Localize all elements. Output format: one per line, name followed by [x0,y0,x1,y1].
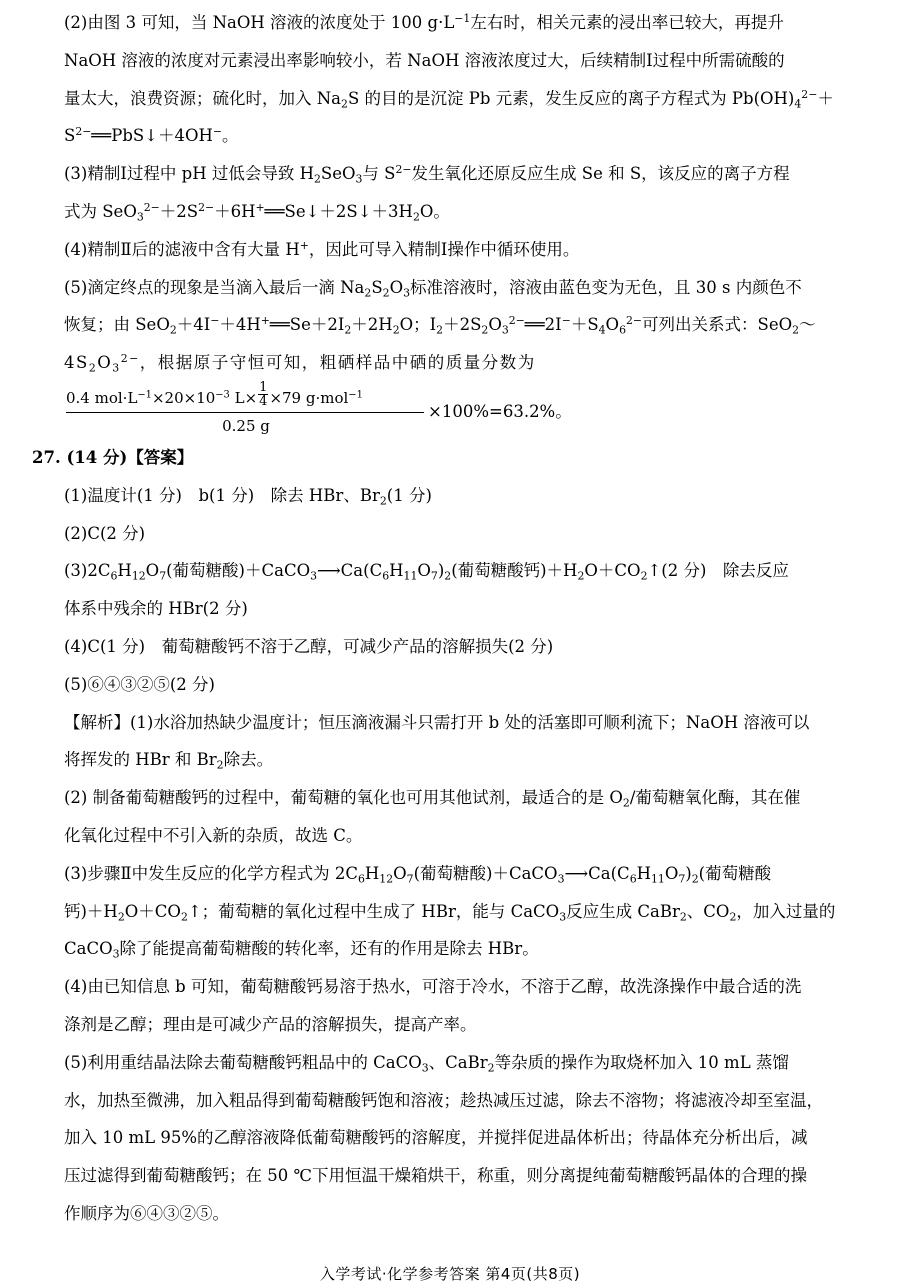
text-run: 除了能提高葡萄糖酸的转化率，还有的作用是除去 HBr。 [119,939,539,959]
mini-numerator: 1 [259,380,268,396]
text-run: ＋ [817,88,834,108]
answer-paragraph [64,968,842,1044]
subscript: 3 [136,210,144,224]
text-run: 涤剂是乙醇；理由是可减少产品的溶解损失，提高产率。 [64,1014,477,1034]
text-line [64,628,842,666]
text-run: ＋2S [443,315,482,335]
text-line [64,930,842,968]
text-line [64,117,842,155]
text-line [64,477,842,515]
text-run: S [371,277,383,297]
superscript: 2− [120,352,140,366]
subscript: 7 [159,569,167,583]
text-run: (葡萄糖酸)＋CaCO [166,561,311,581]
subscript: 4 [794,96,802,110]
text-line [64,590,842,628]
superscript: − [561,314,571,328]
text-run: /葡萄糖氧化酶，其在催 [629,788,801,808]
subscript: 2 [622,796,630,810]
subscript: 6 [629,872,637,885]
subscript: 2 [392,323,400,337]
text-run: (3)精制Ⅰ过程中 pH 过低会导致 H [64,164,314,184]
text-run: ＋6H [214,201,256,221]
text-run: L× [229,388,258,407]
analysis-paragraph [64,704,842,780]
text-run: (2)由图 3 可知，当 NaOH 溶液的浓度处于 100 g·L [64,13,455,32]
text-run: O [97,353,113,373]
superscript: + [255,201,265,214]
answer-paragraph [64,477,842,515]
text-line [64,1195,842,1233]
text-line [64,306,842,344]
answer-paragraph [64,231,842,269]
text-run: (葡萄糖酸 [698,863,772,883]
text-run: ×79 g·mol [269,388,349,407]
text-line [64,779,842,817]
text-line [64,231,842,269]
text-line [64,704,842,742]
text-run: S 的目的是沉淀 Pb 元素，发生反应的离子方程式为 Pb(OH) [347,88,795,108]
subscript: 2 [344,323,352,337]
text-run: H [364,863,380,883]
text-run: H [636,863,651,883]
text-run: 可列出关系式：SeO [642,315,793,335]
subscript: 3 [421,1060,429,1074]
text-line [64,552,842,590]
superscript: − [210,314,220,328]
text-run: 、CO [686,901,730,921]
text-run: ＋S [570,315,599,335]
text-run: ) [437,561,445,581]
text-run: ══2I [524,315,562,335]
subscript: 2 [382,285,390,299]
answer-paragraph [64,552,842,628]
fraction-result: ×100%=63.2%。 [428,401,572,421]
text-run: (葡萄糖酸)＋CaCO [413,863,558,883]
subscript: 2 [341,96,348,110]
text-line [32,439,842,477]
mass-fraction-formula [64,380,842,439]
subscript: 3 [557,872,565,885]
subscript: 2 [313,172,321,186]
text-run: (5)利用重结晶法除去葡萄糖酸钙粗品中的 CaCO [64,1052,422,1072]
text-run: ↑(2 分) 除去反应 [647,561,789,581]
superscript: 2− [395,163,412,177]
text-run: 水，加热至微沸，加入粗品得到葡萄糖酸钙饱和溶液；趁热减压过滤，除去不溶物；将滤液冷却至室温， [64,1090,823,1110]
text-run: ⟶Ca(C [317,561,383,581]
text-line [64,666,842,704]
text-run: 压过滤得到葡萄糖酸钙；在 50 ℃下用恒温干燥箱烘干，称重，则分离提纯葡萄糖酸钙晶体的合理的操 [64,1166,807,1186]
text-run: 4S [64,353,89,373]
text-line [64,269,842,307]
answer-paragraph [64,4,842,155]
text-run: ) [685,863,692,883]
text-run: 反应生成 CaBr [566,901,680,921]
text-line [64,817,842,855]
text-run: (4)C(1 分) 葡萄糖酸钙不溶于乙醇，可减少产品的溶解损失(2 分) [64,636,554,656]
text-run: 化氧化过程中不引入新的杂质，故选 C。 [64,825,363,845]
subscript: 3 [310,569,318,583]
text-run: SeO [320,164,356,184]
superscript: 2− [198,201,215,214]
text-run: H [117,561,132,581]
text-run: 【解析】(1)水浴加热缺少温度计；恒压滴液漏斗只需打开 b 处的活塞即可顺利流下；NaOH 溶液可以 [64,712,810,732]
subscript: 3 [403,285,411,299]
answer-paragraph [64,779,842,855]
text-run: O＋CO [584,561,641,581]
text-run: (1)温度计(1 分) b(1 分) 除去 HBr、Br [64,485,380,505]
text-run: 作顺序为⑥④③②⑤。 [64,1203,229,1223]
subscript: 11 [403,569,418,583]
text-run: 体系中残余的 HBr(2 分) [64,599,248,619]
subscript: 2 [169,323,177,337]
subscript: 12 [131,569,146,583]
subscript: 2 [88,361,98,375]
text-run: 加入 10 mL 95%的乙醇溶液降低葡萄糖酸钙的溶解度，并搅拌促进晶体析出；待晶体充分析出后，减 [64,1128,808,1148]
text-run: (1 分) [386,485,432,505]
text-run: (5)⑥④③②⑤(2 分) [64,674,215,694]
subscript: 2 [412,210,420,224]
text-line [64,1157,842,1195]
text-run: 恢复；由 SeO [64,315,170,335]
subscript: 2 [691,872,699,885]
subscript: 6 [382,569,390,583]
subscript: 3 [501,323,509,337]
text-run: (葡萄糖酸钙)＋H [451,561,578,581]
subscript: 2 [216,758,224,772]
text-run: O [664,863,679,883]
superscript: 2− [626,314,643,328]
text-run: 、CaBr [428,1052,488,1072]
subscript: 2 [577,569,585,583]
text-line [64,741,842,779]
superscript: −1 [454,12,471,26]
text-run: ══PbS↓＋4OH [91,126,213,146]
subscript: 3 [112,947,120,961]
answer-paragraph [64,515,842,553]
text-run: O＋CO [124,901,181,921]
text-line [64,1082,842,1120]
subscript: 2 [481,323,489,337]
subscript: 2 [640,569,648,583]
text-run: (2) 制备葡萄糖酸钙的过程中，葡萄糖的氧化也可用其他试剂，最适合的是 O [64,788,623,808]
subscript: 7 [430,569,438,583]
text-run: (2)C(2 分) [64,523,146,543]
subscript: 3 [112,361,121,375]
text-run: ＋2H [351,315,393,335]
text-run: 发生氧化还原反应生成 Se 和 S，该反应的离子方程 [411,164,790,184]
subscript: 2 [436,323,444,337]
text-run: ＋4I [176,315,211,335]
answer-paragraph [64,855,842,968]
text-line [64,4,842,42]
text-run: ＋2S [159,201,199,221]
text-run: ══Se＋2I [269,315,345,335]
subscript: 2 [444,569,452,583]
text-run: 0.4 mol·L [66,388,138,407]
subscript: 4 [598,323,606,337]
text-run: (3)步骤Ⅱ中发生反应的化学方程式为 2C [64,863,358,883]
subscript: 11 [651,872,665,885]
text-line [64,1044,842,1082]
text-run: 量太大，浪费资源；硫化时，加入 Na [64,88,342,108]
text-run: 27. (14 分)【答案】 [32,447,194,467]
subscript: 2 [729,909,737,923]
text-line [64,1119,842,1157]
text-run: 与 S [362,164,396,184]
text-run: 钙)＋H [64,901,118,921]
text-run: O；I [399,315,437,335]
text-run: O [389,277,404,297]
text-run: (4)精制Ⅱ后的滤液中含有大量 H [64,239,300,259]
question-header [32,439,842,477]
subscript: 6 [619,323,626,337]
subscript: 12 [379,872,394,885]
text-run: CaCO [64,939,113,959]
text-run: ，加入过量的 [736,901,836,921]
text-run: O [393,863,407,883]
text-run: (5)滴定终点的现象是当滴入最后一滴 Na [64,277,365,297]
text-run: ⟶Ca(C [564,863,630,883]
text-run: 式为 SeO [64,201,137,221]
subscript: 6 [357,872,365,885]
text-run: O [145,561,160,581]
text-run: 除去。 [223,750,274,770]
text-run: O [488,315,502,335]
page-footer: 入学考试·化学参考答案 第4页(共8页) [319,1265,581,1283]
fraction [66,380,426,439]
text-line [64,344,842,382]
text-run: 。 [222,126,239,146]
subscript: 2 [364,285,372,299]
text-run: ，因此可导入精制Ⅰ操作中循环使用。 [308,239,580,259]
text-run: 左右时，相关元素的浸出率已较大，再提升 [470,13,784,32]
subscript: 2 [379,494,387,508]
text-line [64,893,842,931]
subscript: 7 [406,872,414,885]
text-line [64,42,842,80]
subscript: 2 [792,323,800,337]
superscript: −3 [215,389,230,401]
superscript: + [299,238,309,252]
one-quarter-fraction [258,381,268,408]
answer-paragraph [64,666,842,704]
superscript: 2− [508,314,525,328]
text-run: 等杂质的操作为取烧杯加入 10 mL 蒸馏 [494,1052,789,1072]
text-run: 将挥发的 HBr 和 Br [64,750,217,770]
fraction-numerator [66,380,426,412]
subscript: 2 [487,1060,495,1074]
subscript: 3 [355,172,363,186]
superscript: −1 [137,389,152,401]
answer-paragraph [64,628,842,666]
text-run: ～ [799,315,816,335]
text-run: (3)2C [64,561,111,581]
answer-content [32,4,842,1233]
text-run: ，根据原子守恒可知，粗硒样品中硒的质量分数为 [139,353,536,373]
subscript: 3 [559,909,567,923]
text-line [64,855,842,893]
text-run: 标准溶液时，溶液由蓝色变为无色，且 30 s 内颜色不 [410,277,802,297]
superscript: 2− [75,125,92,139]
text-line [64,80,842,118]
answer-paragraph [64,269,842,382]
subscript: 7 [678,872,686,885]
fraction-denominator: 0.25 g [222,416,270,435]
text-run: ══Se↓＋2S↓＋3H [264,201,413,221]
text-run: O。 [419,201,450,221]
text-line [64,193,842,231]
answer-paragraph [64,1044,842,1233]
text-run: H [389,561,404,581]
superscript: −1 [348,389,363,401]
text-run: O [605,315,620,335]
text-run: ＋4H [219,315,261,335]
subscript: 2 [117,909,125,923]
text-line [64,515,842,553]
text-run: (4)由已知信息 b 可知，葡萄糖酸钙易溶于热水，可溶于冷水，不溶于乙醇，故洗涤操作中最合适的洗 [64,977,802,997]
text-run: NaOH 溶液的浓度对元素浸出率影响较小，若 NaOH 溶液浓度过大，后续精制Ⅰ过程中所需硫酸的 [64,50,785,70]
text-run: S [64,126,76,146]
superscript: 2− [801,87,818,101]
answer-paragraph [64,155,842,231]
text-run: ×20×10 [151,388,216,407]
subscript: 2 [180,909,188,923]
superscript: + [260,314,270,328]
text-run: O [417,561,431,581]
mini-denominator: 4 [259,394,268,410]
superscript: − [212,125,223,139]
text-line [64,968,842,1006]
subscript: 2 [679,909,687,923]
text-line [64,155,842,193]
superscript: 2− [143,201,160,214]
text-line [64,1006,842,1044]
subscript: 6 [110,569,118,583]
text-run: ↑；葡萄糖的氧化过程中生成了 HBr，能与 CaCO [187,901,560,921]
